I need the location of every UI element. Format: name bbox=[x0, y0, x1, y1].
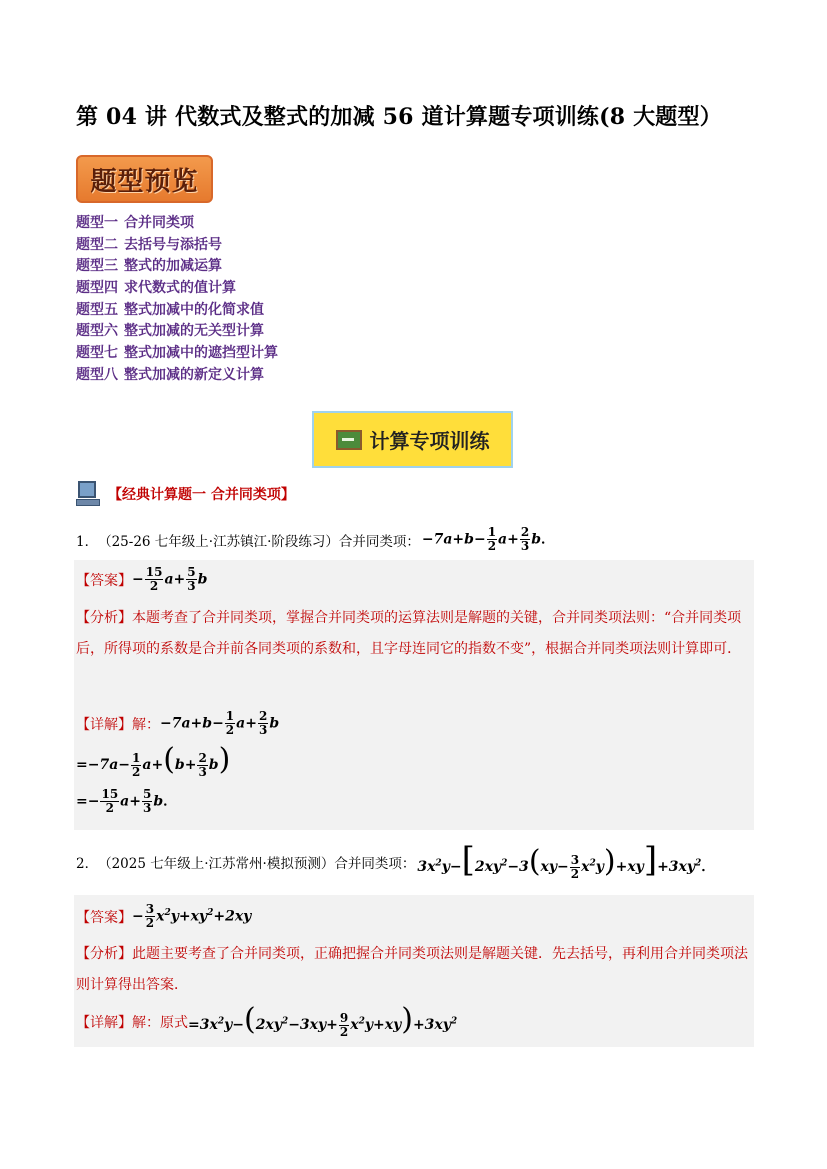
page-title: 第 04 讲 代数式及整式的加减 56 道计算题专项训练(8 大题型） bbox=[76, 104, 722, 130]
section-heading-label: 【经典计算题一 合并同类项】 bbox=[108, 487, 295, 503]
type-item: 题型八 整式加减的新定义计算 bbox=[76, 366, 264, 383]
math-expression: $3x^2y-[2xy^2-3(xy-$ $\frac{3}{2}$ $x^2y)+xy]+3xy^2$． bbox=[417, 840, 716, 881]
question-source: （25-26 七年级上·江苏镇江·阶段练习）合并同类项： bbox=[98, 533, 420, 550]
type-item: 题型六 整式加减的无关型计算 bbox=[76, 323, 264, 340]
type-item: 题型五 整式加减中的化简求值 bbox=[76, 301, 264, 318]
detail-line-2: 【详解】 解：原式 $=3x^2y-(2xy^2-3xy+$ $\frac{9}{2}$ $x^2y+xy)+3xy^2$ bbox=[76, 1002, 458, 1039]
training-banner-label: 计算专项训练 bbox=[369, 429, 490, 453]
answer-line-1: 【答案】 − $\frac{15}{2}$ a+ $\frac{5}{3}$ b bbox=[76, 565, 208, 593]
computer-icon bbox=[76, 481, 100, 507]
preview-badge bbox=[76, 155, 213, 203]
type-item: 题型一 合并同类项 bbox=[76, 215, 194, 231]
type-item: 题型七 整式加减中的遮挡型计算 bbox=[76, 345, 278, 362]
detail-line-1c: =− $\frac{15}{2}$ a+ $\frac{5}{3}$ b． bbox=[76, 787, 178, 815]
blackboard-icon bbox=[336, 430, 362, 450]
analysis-1: 【分析】本题考查了合并同类项，掌握合并同类项的运算法则是解题的关键，合并同类项法则：“合并同类项后，所得项的系数是合并前各同类项的系数和，且字母连同它的指数不变”，根据合并同类项法则计算即可． bbox=[76, 610, 742, 657]
type-list bbox=[76, 212, 278, 386]
question-source: （2025 七年级上·江苏常州·模拟预测）合并同类项： bbox=[98, 855, 416, 872]
type-item: 题型四 求代数式的值计算 bbox=[76, 280, 236, 297]
section-heading bbox=[76, 480, 295, 508]
math-expression: −7a+b− $\frac{1}{2}$ a+ $\frac{2}{3}$ b． bbox=[421, 525, 556, 553]
question-1: 1． （25-26 七年级上·江苏镇江·阶段练习）合并同类项： −7a+b− $\frac{1}{2}$ a+ $\frac{2}{3}$ b． bbox=[76, 525, 556, 553]
question-2: 2． （2025 七年级上·江苏常州·模拟预测）合并同类项： $3x^2y-[2xy^2-3(xy-$ $\frac{3}{2}$ $x^2y)+xy]+3xy^2$． bbox=[76, 840, 716, 881]
type-item: 题型三 整式的加减运算 bbox=[76, 258, 222, 275]
detail-line-1a: 【详解】 解： −7a+b− $\frac{1}{2}$ a+ $\frac{2}{3}$ b bbox=[76, 709, 280, 737]
answer-line-2: 【答案】 − $\frac{3}{2}$ $x^2y+xy^2+2xy$ bbox=[76, 902, 252, 930]
type-item: 题型二 去括号与添括号 bbox=[76, 236, 222, 253]
training-banner bbox=[312, 411, 513, 468]
analysis-2: 【分析】此题主要考查了合并同类项，正确把握合并同类项法则是解题关键．先去括号，再利用合并同类项法则计算得出答案． bbox=[76, 946, 748, 993]
detail-line-1b: =−7a− $\frac{1}{2}$ a+(b+ $\frac{2}{3}$ b) bbox=[76, 742, 231, 779]
preview-badge-label: 题型预览 bbox=[90, 166, 199, 197]
